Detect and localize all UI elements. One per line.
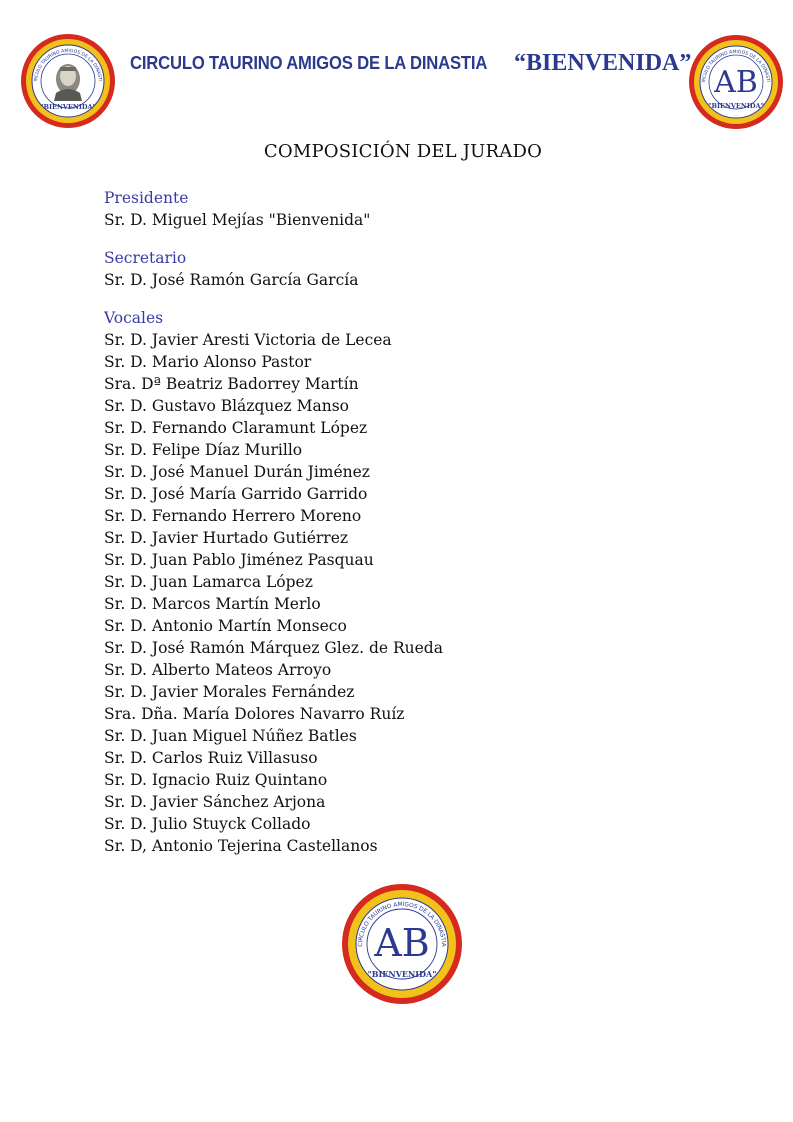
vocales-member: Sra. Dª Beatriz Badorrey Martín — [104, 375, 359, 393]
vocales-list — [104, 329, 724, 857]
vocales-member: Sr. D. Mario Alonso Pastor — [104, 353, 312, 371]
role-presidente: Presidente — [104, 189, 189, 207]
vocales-member: Sr. D. José María Garrido Garrido — [104, 485, 368, 503]
jury-composition — [104, 187, 724, 857]
vocales-member: Sr. D. Javier Morales Fernández — [104, 683, 355, 701]
vocales-member: Sr. D. Marcos Martín Merlo — [104, 595, 321, 613]
left-portrait-seal-icon — [20, 33, 116, 129]
vocales-member: Sr. D. Felipe Díaz Murillo — [104, 441, 303, 459]
vocales-member: Sr. D. Fernando Herrero Moreno — [104, 507, 362, 525]
bottom-seal-monogram: AB — [374, 921, 430, 965]
vocales-member: Sr. D. Juan Miguel Núñez Batles — [104, 727, 357, 745]
role-vocales: Vocales — [104, 309, 164, 327]
organization-name: CIRCULO TAURINO AMIGOS DE LA DINASTIA — [130, 52, 488, 73]
organization-quote: “BIENVENIDA” — [514, 50, 692, 76]
vocales-member: Sr. D. Ignacio Ruiz Quintano — [104, 771, 328, 789]
vocales-member: Sr. D. José Manuel Durán Jiménez — [104, 463, 370, 481]
vocales-member: Sra. Dña. María Dolores Navarro Ruíz — [104, 705, 405, 723]
vocales-member: Sr. D. José Ramón Márquez Glez. de Rueda — [104, 639, 443, 657]
bottom-monogram-seal-icon — [341, 883, 463, 1005]
secretario-list — [104, 269, 724, 291]
bottom-seal-banner: "BIENVENIDA" — [367, 969, 437, 979]
presidente-member: Sr. D. Miguel Mejías "Bienvenida" — [104, 211, 371, 229]
vocales-member: Sr. D. Carlos Ruiz Villasuso — [104, 749, 318, 767]
vocales-member: Sr. D. Juan Lamarca López — [104, 573, 313, 591]
role-secretario: Secretario — [104, 249, 187, 267]
left-seal-banner: "BIENVENIDA" — [40, 103, 96, 111]
right-seal-monogram: AB — [714, 65, 758, 100]
document-title: COMPOSICIÓN DEL JURADO — [263, 141, 543, 162]
presidente-list — [104, 209, 724, 231]
vocales-member: Sr. D. Alberto Mateos Arroyo — [104, 661, 332, 679]
right-seal-banner: "BIENVENIDA" — [708, 102, 764, 110]
vocales-member: Sr. D. Juan Pablo Jiménez Pasquau — [104, 551, 374, 569]
secretario-member: Sr. D. José Ramón García García — [104, 271, 359, 289]
vocales-member: Sr. D. Javier Aresti Victoria de Lecea — [104, 331, 392, 349]
bottom-seal-ring-text: CIRCULO TAURINO AMIGOS DE LA DINASTIA — [357, 901, 447, 947]
vocales-member: Sr. D. Julio Stuyck Collado — [104, 815, 311, 833]
vocales-member: Sr. D. Javier Hurtado Gutiérrez — [104, 529, 349, 547]
right-monogram-seal-icon — [688, 34, 784, 130]
vocales-member: Sr. D, Antonio Tejerina Castellanos — [104, 837, 378, 855]
vocales-member: Sr. D. Antonio Martín Monseco — [104, 617, 347, 635]
page-header — [0, 0, 793, 140]
right-seal-ring-text: IRCULO TAURINO AMIGOS DE LA DINASTI — [702, 49, 770, 83]
organization-heading — [130, 50, 692, 76]
vocales-member: Sr. D. Fernando Claramunt López — [104, 419, 368, 437]
vocales-member: Sr. D. Javier Sánchez Arjona — [104, 793, 326, 811]
vocales-member: Sr. D. Gustavo Blázquez Manso — [104, 397, 350, 415]
left-seal-ring-text: IRCULO TAURINO AMIGOS DE LA DINASTI — [34, 48, 102, 82]
